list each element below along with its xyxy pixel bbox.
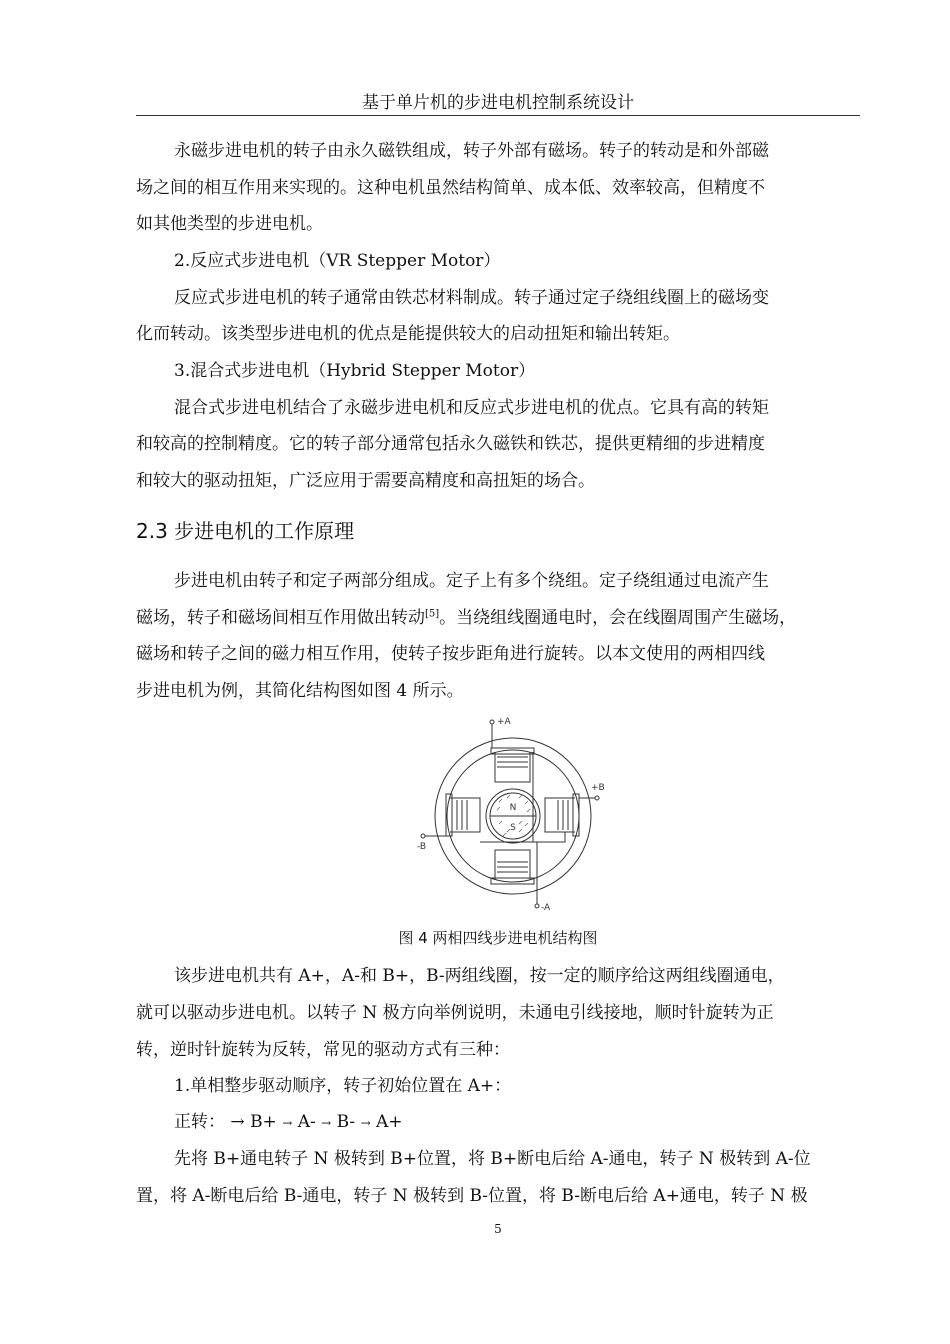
list-item-title: 2.反应式步进电机（VR Stepper Motor） <box>174 251 501 271</box>
paragraph-line: 混合式步进电机结合了永磁步进电机和反应式步进电机的优点。它具有高的转矩 <box>174 398 769 418</box>
north-pole-label: N <box>509 803 517 813</box>
text: 磁场，转子和磁场间相互作用做出转动 <box>136 608 425 628</box>
arrow-icon: → <box>282 1116 293 1130</box>
forward-label: 正转： <box>174 1112 225 1132</box>
a-plus-label: +A <box>497 717 511 727</box>
paragraph-line: 置，将 A-断电后给 B-通电，转子 N 极转到 B-位置，将 B-断电后给 A+通电，转子 N 极 <box>136 1186 808 1206</box>
header-rule <box>136 115 860 116</box>
paragraph-line: 场之间的相互作用来实现的。这种电机虽然结构简单、成本低、效率较高，但精度不 <box>136 178 765 198</box>
step: A- <box>297 1112 316 1132</box>
paragraph-line: 磁场和转子之间的磁力相互作用，使转子按步距角进行旋转。以本文使用的两相四线 <box>136 644 765 664</box>
paragraph-line: 和较大的驱动扭矩，广泛应用于需要高精度和高扭矩的场合。 <box>136 471 595 491</box>
paragraph-line: 转，逆时针旋转为反转，常见的驱动方式有三种： <box>136 1040 510 1060</box>
page-number: 5 <box>494 1222 502 1236</box>
south-pole-label: S <box>510 823 516 833</box>
paragraph-line: 和较高的控制精度。它的转子部分通常包括永久磁铁和铁芯，提供更精细的步进精度 <box>136 434 765 454</box>
paragraph-line: 化而转动。该类型步进电机的优点是能提供较大的启动扭矩和输出转矩。 <box>136 324 680 344</box>
citation-ref[interactable]: [5] <box>425 608 440 620</box>
arrow-icon: → <box>360 1116 371 1130</box>
paragraph-line: 先将 B+通电转子 N 极转到 B+位置，将 B+断电后给 A-通电，转子 N 极转到 A-位 <box>174 1149 811 1169</box>
paragraph-line: 该步进电机共有 A+，A-和 B+，B-两组线圈，按一定的顺序给这两组线圈通电， <box>174 966 785 986</box>
step: B- <box>336 1112 356 1132</box>
drive-sequence <box>174 1111 403 1134</box>
running-header: 基于单片机的步进电机控制系统设计 <box>362 93 634 113</box>
figure-caption: 图 4 两相四线步进电机结构图 <box>398 929 598 947</box>
step: B+ <box>250 1112 277 1132</box>
b-minus-label: -B <box>417 842 427 852</box>
paragraph-line: 步进电机为例，其简化结构图如图 4 所示。 <box>136 681 464 701</box>
arrow-icon: → <box>321 1116 332 1130</box>
paragraph-line: 就可以驱动步进电机。以转子 N 极方向举例说明，未通电引线接地，顺时针旋转为正 <box>136 1003 774 1023</box>
paragraph-line: 步进电机由转子和定子两部分组成。定子上有多个绕组。定子绕组通过电流产生 <box>174 571 769 591</box>
paragraph-line: 永磁步进电机的转子由永久磁铁组成，转子外部有磁场。转子的转动是和外部磁 <box>174 141 769 161</box>
stepper-motor-diagram <box>415 712 610 917</box>
text: 。当绕组线圈通电时，会在线圈周围产生磁场， <box>439 608 797 628</box>
arrow-icon: → <box>230 1112 245 1132</box>
paragraph-line: 反应式步进电机的转子通常由铁芯材料制成。转子通过定子绕组线圈上的磁场变 <box>174 288 769 308</box>
list-item-title: 1.单相整步驱动顺序，转子初始位置在 A+： <box>174 1076 512 1096</box>
list-item-title: 3.混合式步进电机（Hybrid Stepper Motor） <box>174 361 536 381</box>
a-minus-label: -A <box>541 903 551 913</box>
section-heading: 2.3 步进电机的工作原理 <box>136 519 355 543</box>
b-plus-label: +B <box>591 783 605 793</box>
paragraph-line: 如其他类型的步进电机。 <box>136 214 323 234</box>
paragraph-line <box>136 607 796 629</box>
step: A+ <box>376 1112 403 1132</box>
